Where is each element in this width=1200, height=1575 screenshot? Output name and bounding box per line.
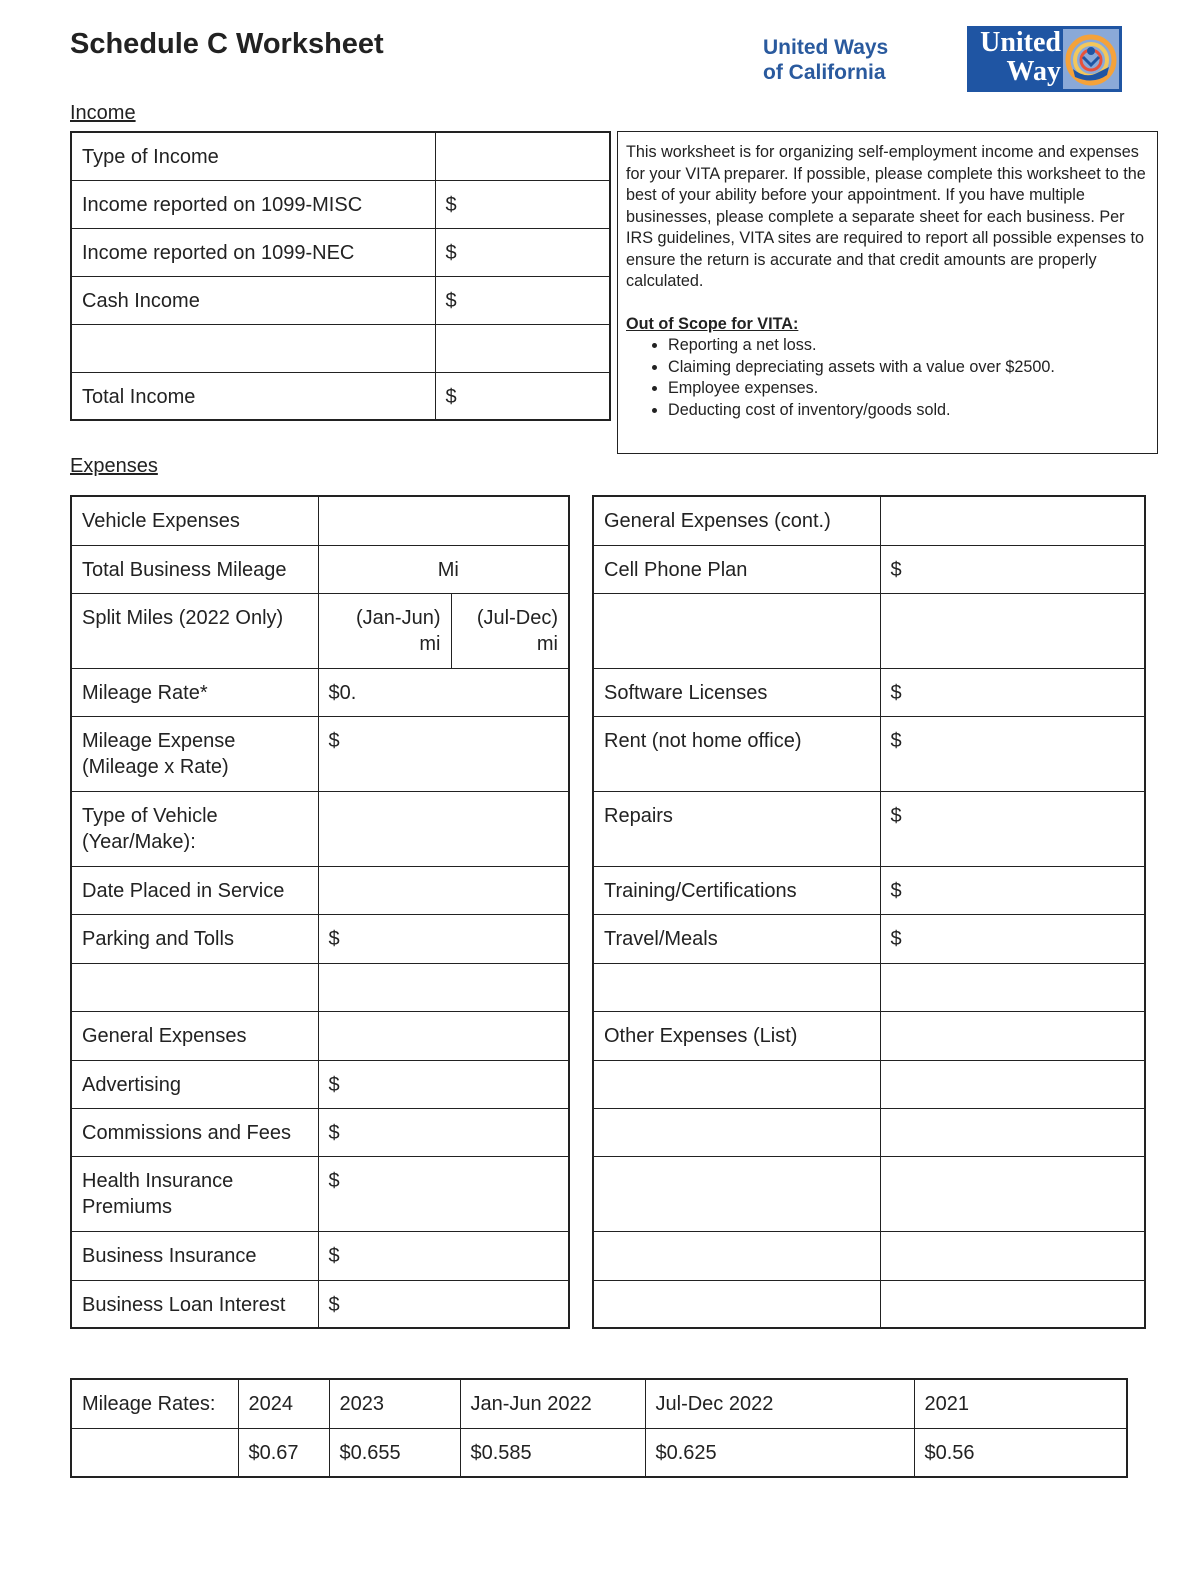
table-row	[71, 668, 569, 716]
table-row	[71, 1108, 569, 1156]
table-row	[593, 1156, 1145, 1231]
table-row	[71, 963, 569, 1011]
table-row	[71, 545, 569, 593]
out-of-scope-title: Out of Scope for VITA:	[626, 314, 799, 333]
business-insurance-label: Business Insurance	[71, 1231, 318, 1280]
table-row	[593, 1108, 1145, 1156]
other-expense-item-field[interactable]	[593, 1156, 880, 1231]
date-in-service-field[interactable]	[318, 866, 569, 914]
total-mileage-label: Total Business Mileage	[71, 545, 318, 593]
table-row	[71, 1231, 569, 1280]
general-expenses-label: General Expenses	[71, 1011, 318, 1060]
expenses-section-label: Expenses	[70, 455, 158, 477]
blank-label[interactable]	[593, 593, 880, 668]
instructions-box	[617, 131, 1158, 454]
vehicle-type-label: Type of Vehicle (Year/Make):	[71, 791, 318, 866]
table-row	[71, 324, 610, 372]
instructions-text: This worksheet is for organizing self-employment income and expenses for your VITA preparer. If possible, please complete this worksheet to the best of your ability before your appointment. If you have multiple businesses, please complete a separate sheet for each business. Per IRS guidelines, VITA sites are required to report all possible expenses to ensure the return is accurate and that credit amounts are properly calculated.	[626, 143, 1146, 290]
split-miles-jan-jun-field[interactable]: (Jan-Jun) mi	[318, 593, 451, 668]
page-title: Schedule C Worksheet	[70, 28, 384, 60]
out-of-scope-item: • Claiming depreciating assets with a value over $2500.	[668, 357, 1149, 379]
income-row-field[interactable]	[435, 324, 610, 372]
table-row	[71, 276, 610, 324]
table-row	[593, 668, 1145, 716]
out-of-scope-item: • Deducting cost of inventory/goods sold.	[668, 400, 1149, 422]
health-insurance-field[interactable]: $	[318, 1156, 569, 1231]
table-row	[71, 228, 610, 276]
table-row	[593, 1280, 1145, 1328]
table-row	[71, 1060, 569, 1108]
table-row	[71, 132, 610, 180]
rent-label: Rent (not home office)	[593, 716, 880, 791]
table-row	[71, 1379, 1127, 1428]
table-row	[71, 1428, 1127, 1477]
mileage-rate-label: Mileage Rate*	[71, 668, 318, 716]
advertising-field[interactable]: $	[318, 1060, 569, 1108]
date-in-service-label: Date Placed in Service	[71, 866, 318, 914]
table-row	[71, 866, 569, 914]
rate-year-header: Jul-Dec 2022	[645, 1379, 914, 1428]
income-row-label: Income reported on 1099-NEC	[71, 228, 435, 276]
table-row	[593, 914, 1145, 963]
other-expense-item-field[interactable]	[593, 1231, 880, 1280]
org-name-line1: United Ways	[763, 36, 889, 59]
blank-label[interactable]	[593, 963, 880, 1011]
split-miles-label: Split Miles (2022 Only)	[71, 593, 318, 668]
other-expense-amount-field[interactable]	[880, 1108, 1145, 1156]
income-row-label: Total Income	[71, 372, 435, 420]
parking-tolls-field[interactable]: $	[318, 914, 569, 963]
table-row	[593, 963, 1145, 1011]
table-row	[71, 914, 569, 963]
blank-label[interactable]	[71, 963, 318, 1011]
mileage-rates-table	[70, 1378, 1128, 1478]
other-expense-item-field[interactable]	[593, 1108, 880, 1156]
other-expenses-label: Other Expenses (List)	[593, 1011, 880, 1060]
out-of-scope-list	[626, 335, 1149, 421]
helping-hand-icon	[1063, 29, 1119, 89]
income-row-field[interactable]: $	[435, 372, 610, 420]
general-expenses-value[interactable]	[318, 1011, 569, 1060]
other-expense-amount-field[interactable]	[880, 1060, 1145, 1108]
cell-phone-field[interactable]: $	[880, 545, 1145, 593]
rent-field[interactable]: $	[880, 716, 1145, 791]
mileage-rate-field[interactable]: $0.	[318, 668, 569, 716]
org-name	[763, 35, 888, 85]
rate-year-header: 2024	[238, 1379, 329, 1428]
commissions-label: Commissions and Fees	[71, 1108, 318, 1156]
other-expense-item-field[interactable]	[593, 1280, 880, 1328]
table-row	[71, 791, 569, 866]
logo-wordmark	[971, 28, 1061, 86]
other-expense-amount-field[interactable]	[880, 1156, 1145, 1231]
united-way-logo	[967, 26, 1122, 92]
blank-field[interactable]	[318, 963, 569, 1011]
expenses-left-table	[70, 495, 570, 1329]
income-row-field[interactable]: $	[435, 180, 610, 228]
expenses-right-table	[592, 495, 1146, 1329]
other-expense-item-field[interactable]	[593, 1060, 880, 1108]
mileage-rates-label: Mileage Rates:	[71, 1379, 238, 1428]
commissions-field[interactable]: $	[318, 1108, 569, 1156]
income-row-label: Type of Income	[71, 132, 435, 180]
table-row	[593, 496, 1145, 545]
income-row-field[interactable]	[435, 132, 610, 180]
rate-value: $0.56	[914, 1428, 1127, 1477]
table-row	[71, 593, 569, 668]
other-expense-amount-field[interactable]	[880, 1231, 1145, 1280]
vehicle-type-field[interactable]	[318, 791, 569, 866]
split-miles-jul-dec-field[interactable]: (Jul-Dec) mi	[451, 593, 569, 668]
table-row	[593, 866, 1145, 914]
table-row	[71, 1011, 569, 1060]
mileage-expense-field[interactable]: $	[318, 716, 569, 791]
parking-tolls-label: Parking and Tolls	[71, 914, 318, 963]
rate-value: $0.625	[645, 1428, 914, 1477]
income-table	[70, 131, 611, 421]
table-row	[71, 1280, 569, 1328]
loan-interest-label: Business Loan Interest	[71, 1280, 318, 1328]
table-row	[593, 1011, 1145, 1060]
income-row-label: Income reported on 1099-MISC	[71, 180, 435, 228]
blank-field[interactable]	[880, 963, 1145, 1011]
vehicle-expenses-value[interactable]	[318, 496, 569, 545]
mileage-expense-label: Mileage Expense (Mileage x Rate)	[71, 716, 318, 791]
table-row	[593, 545, 1145, 593]
rate-value: $0.585	[460, 1428, 645, 1477]
table-row	[593, 1231, 1145, 1280]
org-name-line2: of California	[763, 61, 886, 84]
training-field[interactable]: $	[880, 866, 1145, 914]
repairs-field[interactable]: $	[880, 791, 1145, 866]
blank-field[interactable]	[880, 593, 1145, 668]
table-row	[71, 180, 610, 228]
income-row-field[interactable]: $	[435, 228, 610, 276]
table-row	[71, 496, 569, 545]
table-row	[71, 716, 569, 791]
income-row-label[interactable]	[71, 324, 435, 372]
software-field[interactable]: $	[880, 668, 1145, 716]
software-label: Software Licenses	[593, 668, 880, 716]
general-cont-label: General Expenses (cont.)	[593, 496, 880, 545]
vehicle-expenses-label: Vehicle Expenses	[71, 496, 318, 545]
out-of-scope-item: • Employee expenses.	[668, 378, 1149, 400]
income-row-field[interactable]: $	[435, 276, 610, 324]
table-row	[71, 372, 610, 420]
income-row-label: Cash Income	[71, 276, 435, 324]
other-expenses-value[interactable]	[880, 1011, 1145, 1060]
travel-meals-label: Travel/Meals	[593, 914, 880, 963]
blank-cell	[71, 1428, 238, 1477]
out-of-scope-item: • Reporting a net loss.	[668, 335, 1149, 357]
health-insurance-label: Health Insurance Premiums	[71, 1156, 318, 1231]
rate-value: $0.67	[238, 1428, 329, 1477]
table-row	[593, 1060, 1145, 1108]
logo-line1: United	[980, 27, 1061, 58]
loan-interest-field[interactable]: $	[318, 1280, 569, 1328]
business-insurance-field[interactable]: $	[318, 1231, 569, 1280]
table-row	[71, 1156, 569, 1231]
income-section-label: Income	[70, 102, 136, 124]
rate-year-header: 2023	[329, 1379, 460, 1428]
rate-year-header: Jan-Jun 2022	[460, 1379, 645, 1428]
repairs-label: Repairs	[593, 791, 880, 866]
cell-phone-label: Cell Phone Plan	[593, 545, 880, 593]
table-row	[593, 791, 1145, 866]
training-label: Training/Certifications	[593, 866, 880, 914]
table-row	[593, 593, 1145, 668]
advertising-label: Advertising	[71, 1060, 318, 1108]
logo-line2: Way	[1006, 56, 1061, 87]
rate-value: $0.655	[329, 1428, 460, 1477]
travel-meals-field[interactable]: $	[880, 914, 1145, 963]
table-row	[593, 716, 1145, 791]
total-mileage-field[interactable]: Mi	[318, 545, 569, 593]
other-expense-amount-field[interactable]	[880, 1280, 1145, 1328]
general-cont-value[interactable]	[880, 496, 1145, 545]
rate-year-header: 2021	[914, 1379, 1127, 1428]
